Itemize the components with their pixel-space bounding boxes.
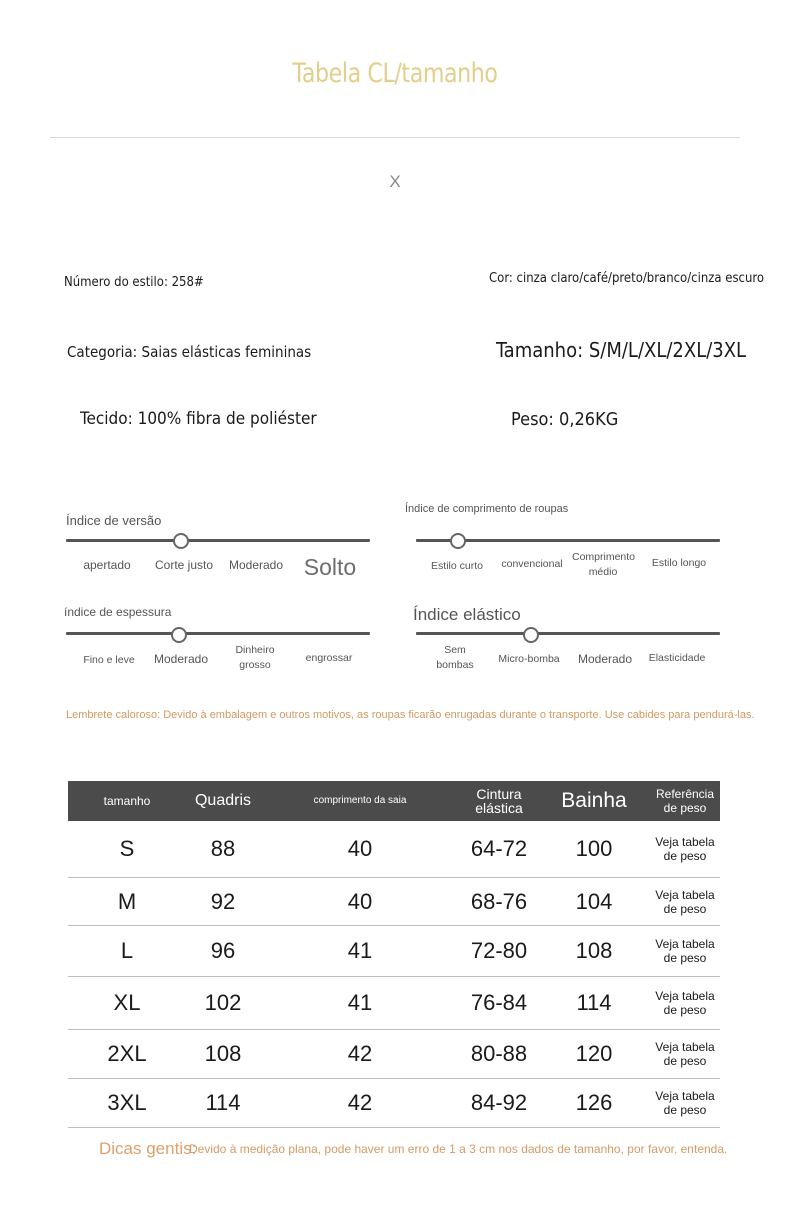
table-row (68, 821, 720, 878)
cell-hem: 126 (538, 1079, 650, 1128)
cell-elastic-waist: 64-72 (460, 821, 538, 878)
length-option-1: Estilo curto (431, 560, 483, 572)
cell-elastic-waist: 84-92 (460, 1079, 538, 1128)
length-option-4: Estilo longo (651, 557, 707, 569)
elastic-option-1: Sem bombas (436, 644, 474, 671)
version-option-3: Moderado (228, 558, 284, 572)
reminder-note: Lembrete caloroso: Devido à embalagem e outros motivos, as roupas ficarão enrugadas durante o transporte. Use cabides para pendurá-las. (66, 709, 755, 721)
cell-weight-reference: Veja tabela de peso (650, 1030, 720, 1079)
version-option-1: apertado (83, 558, 131, 572)
thickness-index-track (66, 632, 370, 635)
table-row (68, 977, 720, 1030)
cell-size: L (68, 926, 186, 977)
header-size: tamanho (68, 781, 186, 821)
cell-size: 3XL (68, 1079, 186, 1128)
cell-weight-reference: Veja tabela de peso (650, 821, 720, 878)
cell-elastic-waist: 72-80 (460, 926, 538, 977)
elastic-index-knob (523, 627, 539, 643)
thickness-option-4: engrossar (305, 652, 353, 664)
size-range: Tamanho: S/M/L/XL/2XL/3XL (496, 338, 747, 362)
version-index-track (66, 539, 370, 542)
header-elastic-waist: Cintura elástica (460, 781, 538, 821)
fabric: Tecido: 100% fibra de poliéster (80, 409, 317, 429)
cell-weight-reference: Veja tabela de peso (650, 878, 720, 926)
cell-hips: 108 (186, 1030, 260, 1079)
table-row (68, 1079, 720, 1128)
category: Categoria: Saias elásticas femininas (67, 343, 312, 361)
length-option-2: convencional (501, 558, 563, 570)
version-index-title: Índice de versão (66, 513, 162, 528)
version-option-2: Corte justo (154, 558, 214, 572)
cell-hips: 92 (186, 878, 260, 926)
cell-elastic-waist: 68-76 (460, 878, 538, 926)
cell-hips: 96 (186, 926, 260, 977)
cell-elastic-waist: 76-84 (460, 977, 538, 1030)
table-row (68, 926, 720, 977)
elastic-option-2: Micro-bomba (498, 653, 560, 665)
header-hips: Quadris (186, 781, 260, 821)
header-weight-reference: Referência de peso (650, 781, 720, 821)
cell-hem: 104 (538, 878, 650, 926)
table-row (68, 878, 720, 926)
cell-size: 2XL (68, 1030, 186, 1079)
cell-skirt-length: 41 (260, 926, 460, 977)
length-index-title: Índice de comprimento de roupas (405, 503, 569, 515)
cell-hips: 102 (186, 977, 260, 1030)
thickness-option-1: Fino e leve (83, 654, 135, 666)
cell-skirt-length: 40 (260, 821, 460, 878)
cell-weight-reference: Veja tabela de peso (650, 926, 720, 977)
cell-hips: 114 (186, 1079, 260, 1128)
style-number: Número do estilo: 258# (64, 275, 204, 290)
version-index-knob (173, 533, 189, 549)
length-option-3: Comprimento médio (572, 551, 636, 578)
thickness-index-title: índice de espessura (64, 605, 172, 619)
cell-skirt-length: 40 (260, 878, 460, 926)
cell-hem: 100 (538, 821, 650, 878)
table-row (68, 1030, 720, 1079)
cell-skirt-length: 42 (260, 1079, 460, 1128)
elastic-index-title: Índice elástico (413, 605, 521, 624)
tips-label: Dicas gentis: (99, 1139, 197, 1158)
thickness-option-3: Dinheiro grosso (235, 644, 275, 671)
size-table (68, 781, 720, 1128)
tips-text: Devido à medição plana, pode haver um erro de 1 a 3 cm nos dados de tamanho, por favor, entenda. (189, 1142, 728, 1156)
header-skirt-length: comprimento da saia (260, 781, 460, 821)
cell-hem: 114 (538, 977, 650, 1030)
elastic-option-4: Elasticidade (648, 652, 706, 664)
cell-weight-reference: Veja tabela de peso (650, 977, 720, 1030)
close-icon: X (389, 172, 401, 191)
cell-hips: 88 (186, 821, 260, 878)
cell-weight-reference: Veja tabela de peso (650, 1079, 720, 1128)
cell-hem: 120 (538, 1030, 650, 1079)
color-options: Cor: cinza claro/café/preto/branco/cinza escuro (489, 271, 765, 286)
thickness-index-knob (171, 627, 187, 643)
elastic-index-track (416, 632, 720, 635)
cell-elastic-waist: 80-88 (460, 1030, 538, 1079)
cell-skirt-length: 41 (260, 977, 460, 1030)
version-option-4: Solto (303, 554, 357, 580)
cell-skirt-length: 42 (260, 1030, 460, 1079)
cell-size: M (68, 878, 186, 926)
thickness-option-2: Moderado (153, 652, 209, 666)
cell-hem: 108 (538, 926, 650, 977)
page-title: Tabela CL/tamanho (292, 58, 498, 89)
length-index-knob (450, 533, 466, 549)
elastic-option-3: Moderado (577, 652, 633, 666)
weight: Peso: 0,26KG (511, 409, 619, 430)
header-hem: Bainha (538, 781, 650, 821)
cell-size: XL (68, 977, 186, 1030)
table-header-row (68, 781, 720, 821)
cell-size: S (68, 821, 186, 878)
title-divider (50, 137, 740, 138)
